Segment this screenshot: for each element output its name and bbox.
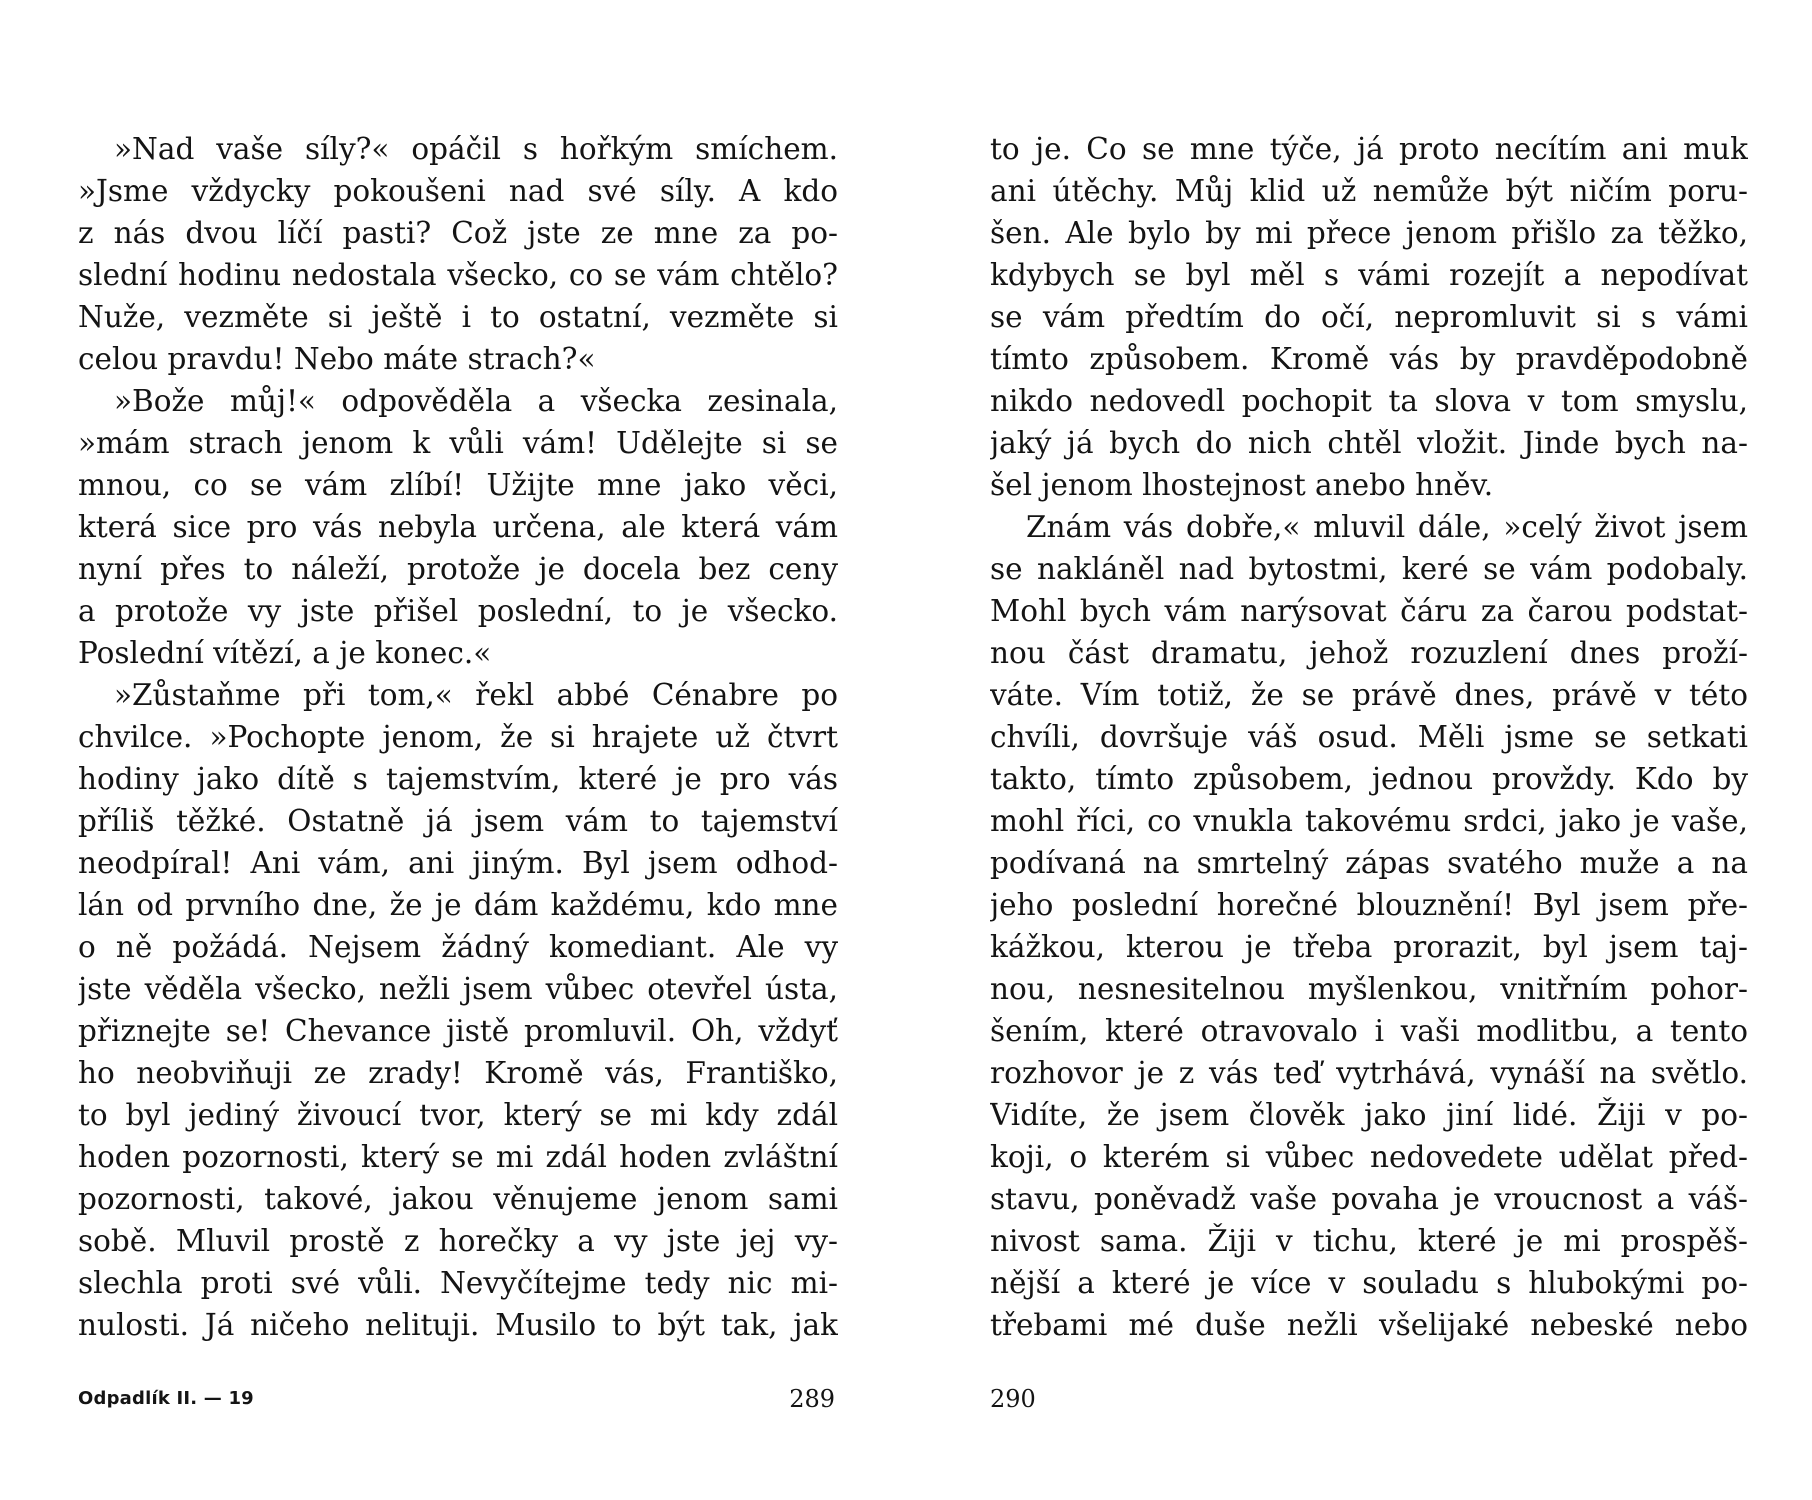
text-line: váte. Vím totiž, že se právě dnes, právě v této <box>990 678 1748 712</box>
text-line: o ně požádá. Nejsem žádný komediant. Ale vy <box>78 930 838 964</box>
text-line: Vidíte, že jsem člověk jako jiní lidé. Žiji v po- <box>990 1098 1748 1132</box>
text-line: šel jenom lhostejnost anebo hněv. <box>990 468 1494 502</box>
text-line: nější a které je více v souladu s hlubokými po- <box>990 1266 1748 1300</box>
text-line: kdybych se byl měl s vámi rozejít a nepodívat <box>990 258 1748 292</box>
text-line: mohl říci, co vnukla takovému srdci, jako je vaše, <box>990 804 1748 838</box>
text-line: třebami mé duše nežli všelijaké nebeské nebo <box>990 1308 1748 1342</box>
text-line: kážkou, kterou je třeba prorazit, byl jsem taj- <box>990 930 1748 964</box>
text-line: »mám strach jenom k vůli vám! Udělejte si se <box>78 426 838 460</box>
text-line: přiznejte se! Chevance jistě promluvil. Oh, vždyť <box>78 1014 838 1048</box>
text-line: ho neobviňuji ze zrady! Kromě vás, Františko, <box>78 1056 838 1090</box>
text-line: z nás dvou líčí pasti? Což jste ze mne za po- <box>78 216 838 250</box>
text-line: takto, tímto způsobem, jednou provždy. Kdo by <box>990 762 1748 796</box>
text-line: chvilce. »Pochopte jenom, že si hrajete už čtvrt <box>78 720 838 754</box>
text-line: nou, nesnesitelnou myšlenkou, vnitřním pohor- <box>990 972 1748 1006</box>
text-line: »Zůstaňme při tom,« řekl abbé Cénabre po <box>114 678 838 712</box>
text-line: to byl jediný živoucí tvor, který se mi kdy zdál <box>78 1098 838 1132</box>
text-line: nulosti. Já ničeho nelituji. Musilo to být tak, jak <box>78 1308 838 1342</box>
text-line: Poslední vítězí, a je konec.« <box>78 636 492 670</box>
text-line: lán od prvního dne, že je dám každému, kdo mne <box>78 888 838 922</box>
text-line: slední hodinu nedostala všecko, co se vám chtělo? <box>78 258 838 292</box>
text-line: šením, které otravovalo i vaši modlitbu, a tento <box>990 1014 1748 1048</box>
text-line: to je. Co se mne týče, já proto necítím ani muk <box>990 132 1748 166</box>
left-page-text <box>78 128 838 1346</box>
text-line: stavu, poněvadž vaše povaha je vroucnost a váš- <box>990 1182 1748 1216</box>
text-line: chvíli, dovršuje váš osud. Měli jsme se setkati <box>990 720 1748 754</box>
text-line: rozhovor je z vás teď vytrhává, vynáší na světlo. <box>990 1056 1748 1090</box>
text-line: mnou, co se vám zlíbí! Užijte mne jako věci, <box>78 468 838 502</box>
text-line: tímto způsobem. Kromě vás by pravděpodobně <box>990 342 1748 376</box>
text-line: nyní přes to náleží, protože je docela bez ceny <box>78 552 838 586</box>
text-line: »Bože můj!« odpověděla a všecka zesinala, <box>114 384 838 418</box>
text-line: pozornosti, takové, jakou věnujeme jenom sami <box>78 1182 838 1216</box>
text-line: koji, o kterém si vůbec nedovedete udělat před- <box>990 1140 1748 1174</box>
text-line: Znám vás dobře,« mluvil dále, »celý život jsem <box>1026 510 1748 544</box>
text-line: sobě. Mluvil prostě z horečky a vy jste jej vy- <box>78 1224 838 1258</box>
footer-signature: Odpadlík II. — 19 <box>78 1388 254 1409</box>
text-line: neodpíral! Ani vám, ani jiným. Byl jsem odhod- <box>78 846 838 880</box>
text-line: jeho poslední horečné blouznění! Byl jsem pře- <box>990 888 1748 922</box>
text-line: která sice pro vás nebyla určena, ale která vám <box>78 510 838 544</box>
text-line: »Nad vaše síly?« opáčil s hořkým smíchem. <box>114 132 838 166</box>
text-line: příliš těžké. Ostatně já jsem vám to tajemství <box>78 804 838 838</box>
text-line: celou pravdu! Nebo máte strach?« <box>78 342 596 376</box>
text-line: šen. Ale bylo by mi přece jenom přišlo za těžko, <box>990 216 1748 250</box>
text-line: jaký já bych do nich chtěl vložit. Jinde bych na- <box>990 426 1748 460</box>
text-line: podívaná na smrtelný zápas svatého muže a na <box>990 846 1748 880</box>
text-line: ani útěchy. Můj klid už nemůže být ničím poru- <box>990 174 1748 208</box>
page-number-right: 290 <box>990 1385 1036 1413</box>
text-line: Nuže, vezměte si ještě i to ostatní, vezměte si <box>78 300 838 334</box>
text-line: nikdo nedovedl pochopit ta slova v tom smyslu, <box>990 384 1748 418</box>
text-line: se vám předtím do očí, nepromluvit si s vámi <box>990 300 1748 334</box>
text-line: nou část dramatu, jehož rozuzlení dnes proží- <box>990 636 1748 670</box>
text-line: hodiny jako dítě s tajemstvím, které je pro vás <box>78 762 838 796</box>
text-line: slechla proti své vůli. Nevyčítejme tedy nic mi- <box>78 1266 838 1300</box>
text-line: a protože vy jste přišel poslední, to je všecko. <box>78 594 838 628</box>
text-line: »Jsme vždycky pokoušeni nad své síly. A kdo <box>78 174 838 208</box>
text-line: se nakláněl nad bytostmi, keré se vám podobaly. <box>990 552 1748 586</box>
text-line: nivost sama. Žiji v tichu, které je mi prospěš- <box>990 1224 1748 1258</box>
right-page-text <box>990 128 1748 1346</box>
text-line: jste věděla všecko, nežli jsem vůbec otevřel ústa, <box>78 972 838 1006</box>
text-line: hoden pozornosti, který se mi zdál hoden zvláštní <box>78 1140 838 1174</box>
text-line: Mohl bych vám narýsovat čáru za čarou podstat- <box>990 594 1748 628</box>
page-number-left: 289 <box>789 1385 835 1413</box>
